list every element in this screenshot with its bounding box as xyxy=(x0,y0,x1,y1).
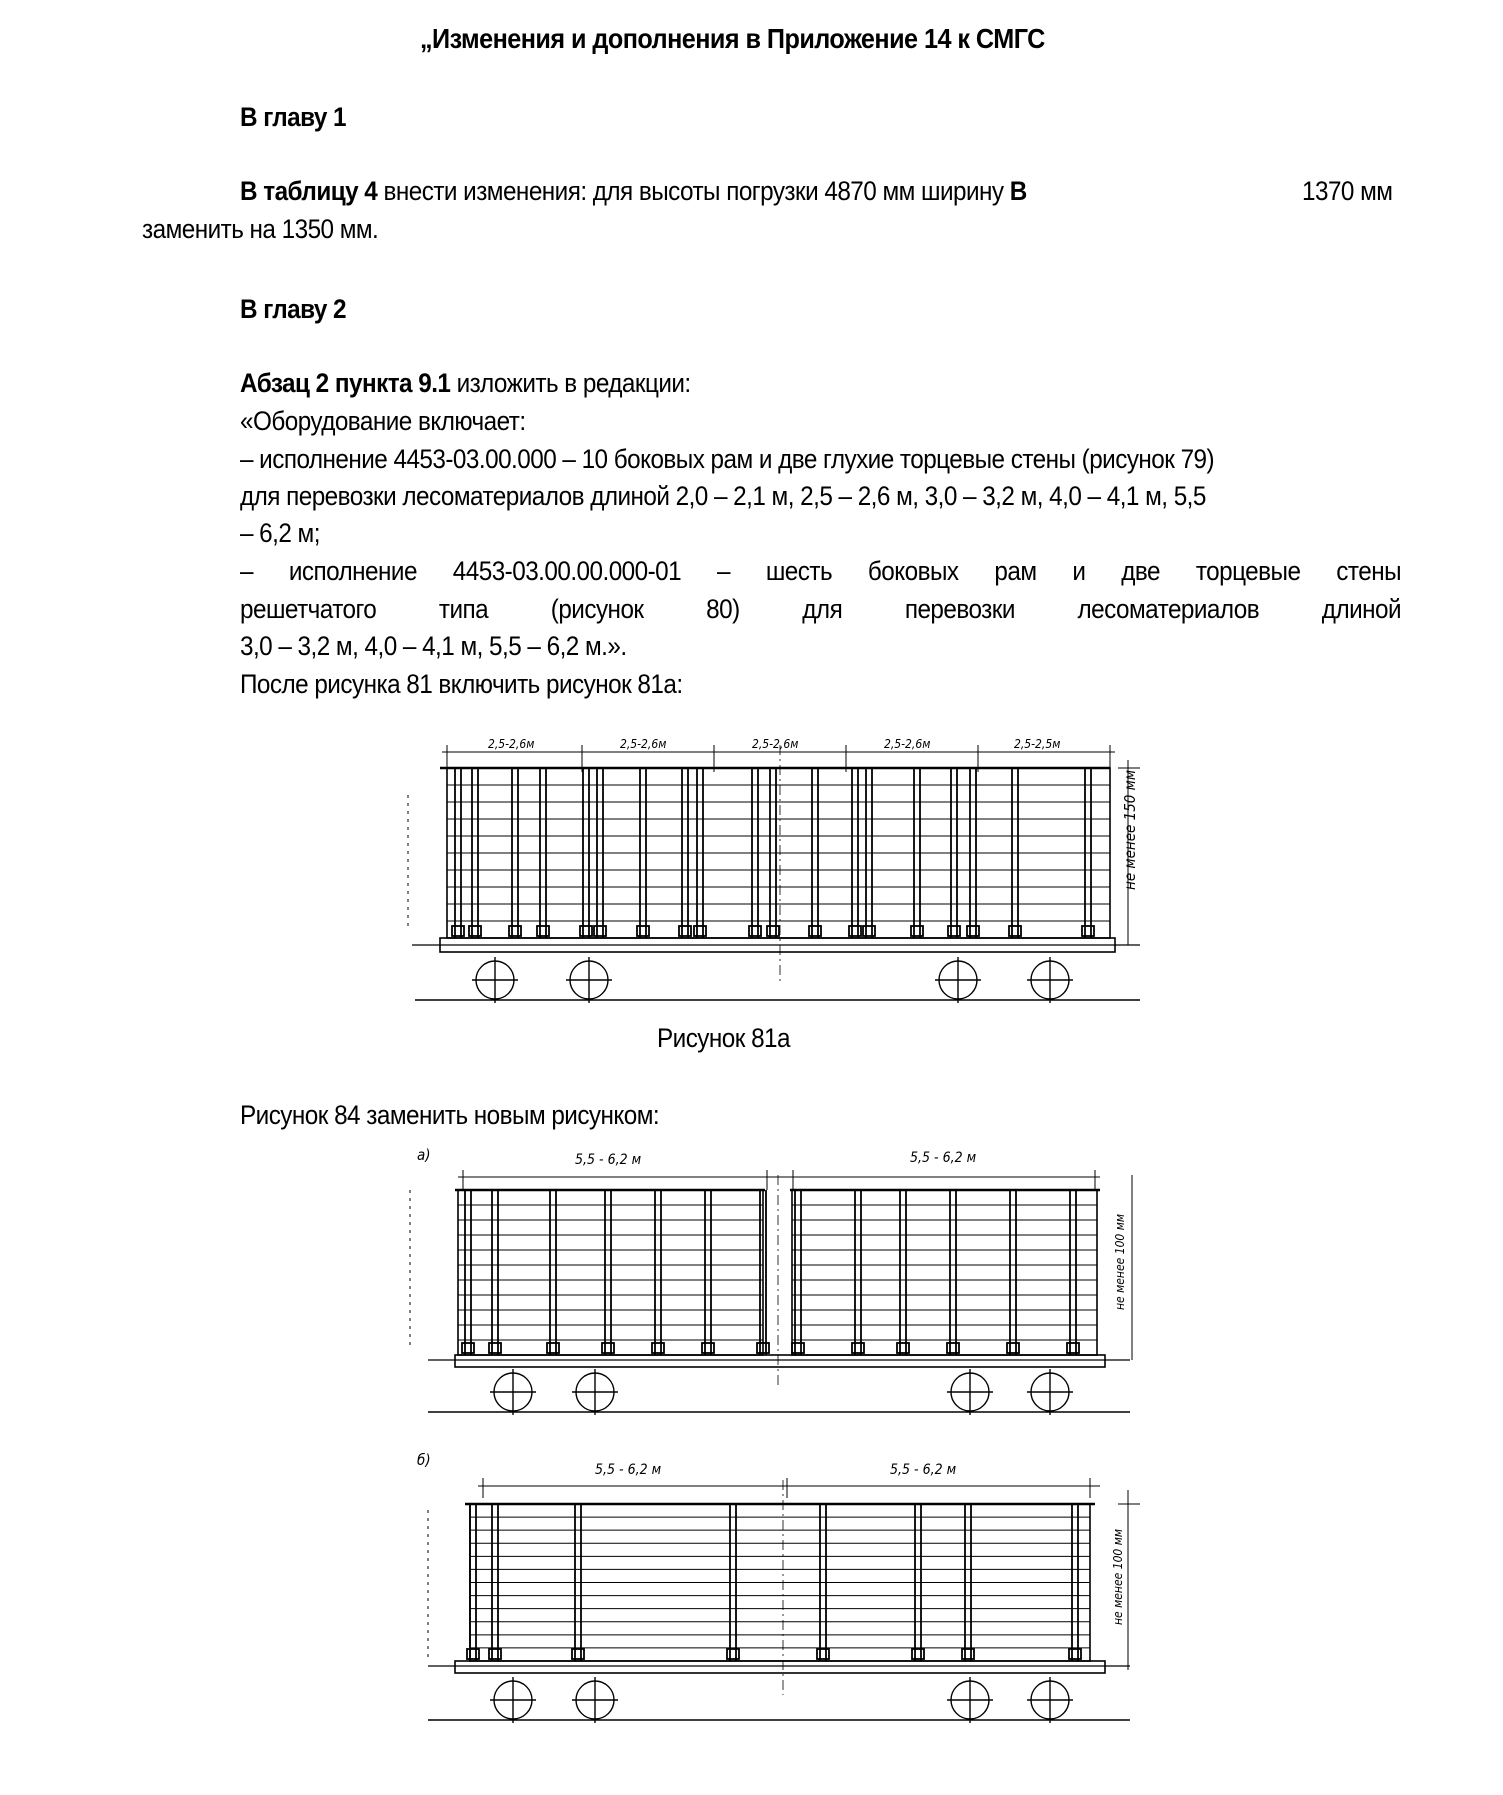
figure-81a-caption: Рисунок 81а xyxy=(657,1023,791,1053)
stanchion-base xyxy=(749,926,761,936)
stanchion-base xyxy=(580,926,592,936)
fig84b-dim-2: 5,5 - 6,2 м xyxy=(890,1462,957,1478)
chapter1-heading: В главу 1 xyxy=(240,102,347,132)
para-line-4: – 6,2 м; xyxy=(240,518,320,548)
stanchion-base xyxy=(537,926,549,936)
stanchion-base xyxy=(1067,1343,1079,1353)
fig81a-dim-5: 2,5-2,5м xyxy=(1014,737,1061,751)
para-line-7: 3,0 – 3,2 м, 4,0 – 4,1 м, 5,5 – 6,2 м.». xyxy=(240,631,627,661)
width-1370: 1370 мм xyxy=(1302,176,1393,206)
paragraph-intro-bold: Абзац 2 пункта 9.1 xyxy=(240,368,451,398)
stanchion-base xyxy=(792,1343,804,1353)
stanchion-base xyxy=(637,926,649,936)
paragraph-intro-rest: изложить в редакции: xyxy=(450,368,691,398)
stanchion-base xyxy=(863,926,875,936)
stanchion-base xyxy=(489,1649,501,1659)
chapter1-table-line2: заменить на 1350 мм. xyxy=(142,214,379,244)
para-line-1: «Оборудование включает: xyxy=(240,406,526,436)
stanchion-base xyxy=(1082,926,1094,936)
para-line-2: – исполнение 4453-03.00.000 – 10 боковых рам и две глухие торцевые стены (рисунок 79) xyxy=(240,444,1215,474)
stanchion-base xyxy=(809,926,821,936)
stanchion-base xyxy=(817,1649,829,1659)
figure-84b-drawing xyxy=(428,1478,1140,1723)
para-line-6: решетчатого типа (рисунок 80) для перевозки лесоматериалов длиной xyxy=(240,594,1401,624)
para-line-5: – исполнение 4453-03.00.00.000-01 – шесть боковых рам и две торцевые стены xyxy=(240,556,1401,586)
stanchion-base xyxy=(694,926,706,936)
para-line-8: После рисунка 81 включить рисунок 81а: xyxy=(240,669,683,699)
stanchion-base xyxy=(962,1649,974,1659)
fig81a-dim-3: 2,5-2,6м xyxy=(752,737,799,751)
fig84a-height-note: не менее 100 мм xyxy=(1113,1213,1127,1310)
fig84a-label: а) xyxy=(417,1146,431,1164)
stanchion-base xyxy=(702,1343,714,1353)
fig84b-height-note: не менее 100 мм xyxy=(1111,1528,1125,1625)
stanchion-base xyxy=(469,926,481,936)
stanchion-base xyxy=(727,1649,739,1659)
fig81a-dim-1: 2,5-2,6м xyxy=(488,737,535,751)
fig84b-label: б) xyxy=(417,1451,431,1469)
figure-84a-drawing xyxy=(410,1170,1132,1415)
fig81a-height-note: не менее 150 мм xyxy=(1121,769,1139,890)
fig81a-dim-4: 2,5-2,6м xyxy=(884,737,931,751)
stanchion-base xyxy=(547,1343,559,1353)
stanchion-base xyxy=(852,1343,864,1353)
table4-bold: В таблицу 4 xyxy=(240,176,378,206)
figure84-intro: Рисунок 84 заменить новым рисунком: xyxy=(240,1100,660,1130)
stanchion-base xyxy=(912,1649,924,1659)
fig84a-dim-2: 5,5 - 6,2 м xyxy=(910,1150,977,1166)
stanchion-base xyxy=(1069,1649,1081,1659)
stanchion-base xyxy=(594,926,606,936)
stanchion-base xyxy=(462,1343,474,1353)
stanchion-base xyxy=(489,1343,501,1353)
chapter2-heading: В главу 2 xyxy=(240,294,347,324)
stanchion-base xyxy=(467,1649,479,1659)
stanchion-base xyxy=(967,926,979,936)
stanchion-base xyxy=(602,1343,614,1353)
stanchion-base xyxy=(652,1343,664,1353)
stanchion-base xyxy=(452,926,464,936)
stanchion-base xyxy=(767,926,779,936)
table4-text: внести изменения: для высоты погрузки 4870 мм ширину xyxy=(377,176,1010,206)
stanchion-base xyxy=(509,926,521,936)
stanchion-base xyxy=(947,1343,959,1353)
stanchion-base xyxy=(849,926,861,936)
fig84a-dim-1: 5,5 - 6,2 м xyxy=(575,1152,642,1168)
fig81a-dim-2: 2,5-2,6м xyxy=(620,737,667,751)
fig84b-dim-1: 5,5 - 6,2 м xyxy=(595,1462,662,1478)
figure-81a-drawing xyxy=(408,745,1140,1003)
stanchion-base xyxy=(572,1649,584,1659)
stanchion-base xyxy=(897,1343,909,1353)
document-title: „Изменения и дополнения в Приложение 14 к СМГС xyxy=(420,23,1045,54)
width-B: В xyxy=(1009,176,1027,206)
para-line-3: для перевозки лесоматериалов длиной 2,0 – 2,1 м, 2,5 – 2,6 м, 3,0 – 3,2 м, 4,0 – 4,1 м, 5,5 xyxy=(240,481,1206,511)
stanchion-base xyxy=(948,926,960,936)
stanchion-base xyxy=(1009,926,1021,936)
stanchion-base xyxy=(1007,1343,1019,1353)
stanchion-base xyxy=(679,926,691,936)
stanchion-base xyxy=(911,926,923,936)
